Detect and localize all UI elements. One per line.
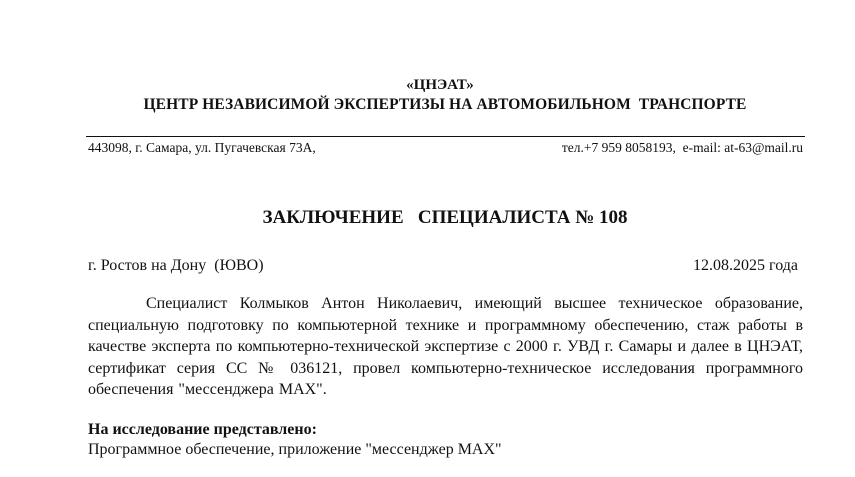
organization-short-name: «ЦНЭАТ» (406, 77, 474, 93)
header-divider (86, 136, 805, 137)
organization-contacts: тел.+7 959 8058193, e-mail: at-63@mail.ru (561, 140, 803, 155)
submitted-text: Программное обеспечение, приложение "мессенджер MAX" (88, 441, 502, 458)
submitted-heading: На исследование представлено: (88, 421, 317, 438)
organization-address: 443098, г. Самара, ул. Пугачевская 73А, (88, 140, 316, 155)
document-city: г. Ростов на Дону (ЮВО) (88, 257, 264, 274)
organization-full-name: ЦЕНТР НЕЗАВИСИМОЙ ЭКСПЕРТИЗЫ НА АВТОМОБИЛЬНОМ ТРАНСПОРТЕ (143, 96, 747, 113)
document-title: ЗАКЛЮЧЕНИЕ СПЕЦИАЛИСТА № 108 (262, 207, 628, 228)
document-date: 12.08.2025 года (693, 257, 798, 274)
intro-paragraph: Специалист Колмыков Антон Николаевич, имеющий высшее техническое образование, специальную подготовку по компьютерной технике и программному обеспечению, стаж работы в качестве эксперта по компьютерно-технической экспертизе с 2000 г. УВД г. Самары и далее в ЦНЭАТ, сертификат серия СС № 036121, провел компьютерно-техническое исследования программного обеспечения "мессенджера MAX". (88, 295, 803, 399)
